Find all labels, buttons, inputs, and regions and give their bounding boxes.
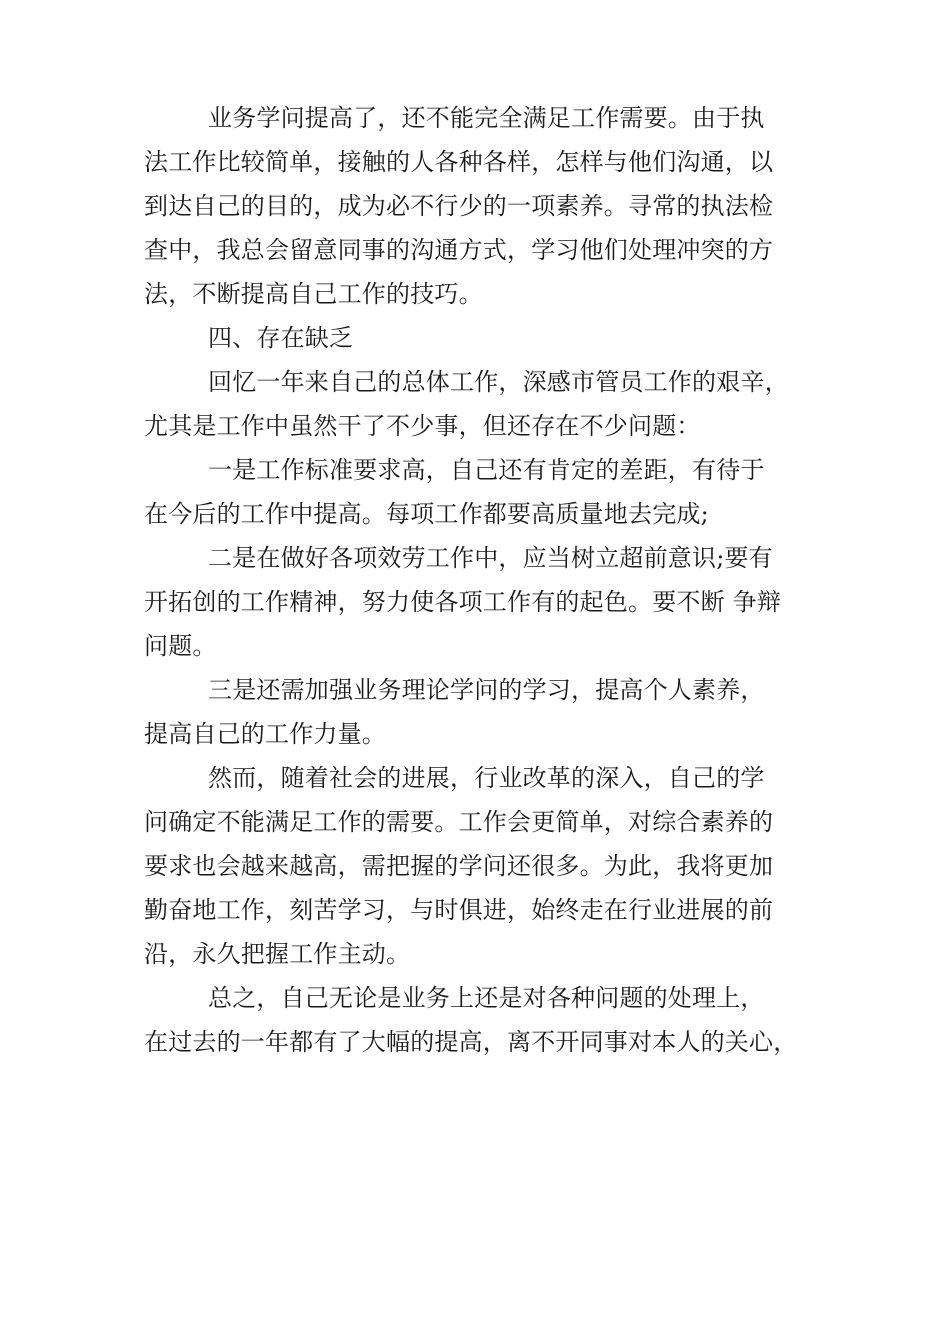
text-line: 问确定不能满足工作的需要。工作会更简单，对综合素养的	[144, 808, 774, 836]
paragraph-issue-three	[144, 668, 824, 756]
text-line: 提高自己的工作力量。	[144, 720, 386, 748]
paragraph-issue-one	[144, 448, 824, 536]
text-line: 勤奋地工作，刻苦学习，与时俱进，始终走在行业进展的前	[144, 896, 774, 924]
text-line: 法工作比较简单，接触的人各种各样，怎样与他们沟通，以	[144, 148, 774, 176]
text-line: 总之，自己无论是业务上还是对各种问题的处理上，	[208, 984, 765, 1012]
text-line: 然而，随着社会的进展，行业改革的深入，自己的学	[208, 764, 765, 792]
paragraph-review	[144, 360, 824, 448]
text-line: 二是在做好各项效劳工作中，应当树立超前意识;要有	[208, 544, 773, 572]
text-line: 回忆一年来自己的总体工作，深感市管员工作的艰辛，	[208, 368, 789, 396]
paragraph-summary	[144, 976, 824, 1064]
text-line: 一是工作标准要求高，自己还有肯定的差距，有待于	[208, 456, 765, 484]
text-line: 沿，永久把握工作主动。	[144, 940, 411, 968]
text-line: 问题。	[144, 632, 217, 660]
text-line: 业务学问提高了，还不能完全满足工作需要。由于执	[208, 104, 765, 132]
text-line: 三是还需加强业务理论学问的学习，提高个人素养，	[208, 676, 765, 704]
text-line: 在今后的工作中提高。每项工作都要高质量地去完成;	[144, 500, 709, 528]
paragraph-outlook	[144, 756, 824, 976]
text-line: 查中，我总会留意同事的沟通方式，学习他们处理冲突的方	[144, 236, 774, 264]
text-line: 到达自己的目的，成为必不行少的一项素养。寻常的执法检	[144, 192, 774, 220]
text-line: 法，不断提高自己工作的技巧。	[144, 280, 483, 308]
paragraph-work-knowledge	[144, 96, 824, 316]
text-line: 尤其是工作中虽然干了不少事，但还存在不少问题：	[144, 412, 701, 440]
text-line: 在过去的一年都有了大幅的提高，离不开同事对本人的关心，	[144, 1028, 798, 1056]
paragraph-issue-two	[144, 536, 824, 668]
text-line: 开拓创的工作精神，努力使各项工作有的起色。要不断 争辩	[144, 588, 782, 616]
section-heading-shortcomings	[144, 316, 824, 360]
section-heading: 四、存在缺乏	[208, 324, 354, 352]
text-line: 要求也会越来越高，需把握的学问还很多。为此，我将更加	[144, 852, 774, 880]
